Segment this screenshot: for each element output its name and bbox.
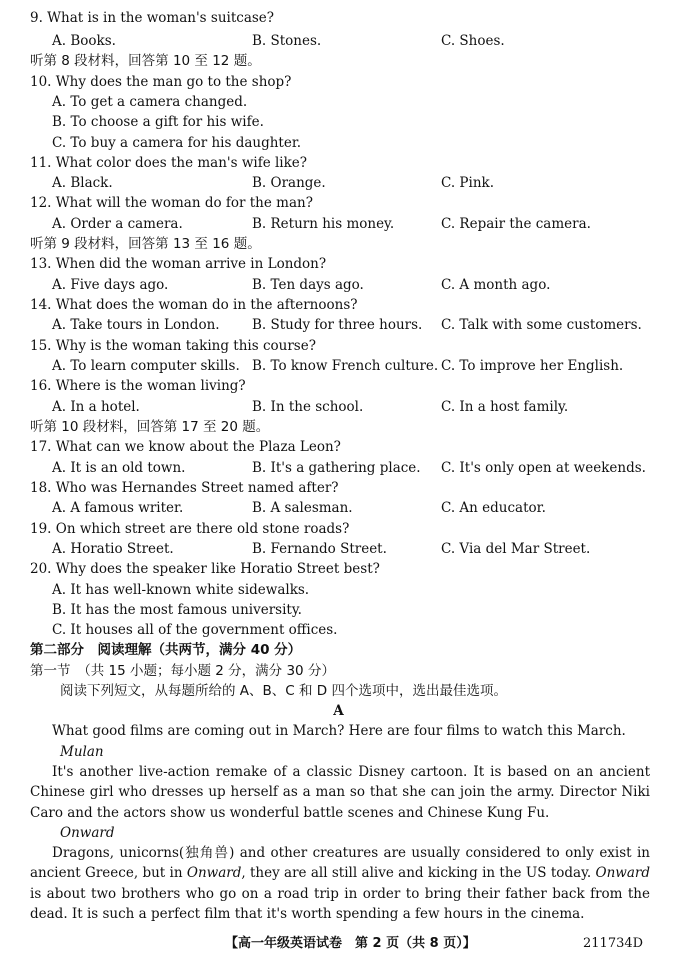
text-segment: Dragons, unicorns(独角兽) and other creatures are usually considered to only exist in ancient Greece, but in — [30, 845, 650, 882]
option-a: A. Five days ago. — [52, 277, 169, 293]
option-c: C. It's only open at weekends. — [441, 460, 646, 476]
option-a: A. Take tours in London. — [52, 317, 220, 333]
option-c: C. It houses all of the government offices. — [52, 622, 338, 638]
option-a: A. It is an old town. — [52, 460, 186, 476]
passage-intro: What good films are coming out in March? Here are four films to watch this March. — [52, 723, 626, 739]
option-c: C. Repair the camera. — [441, 216, 591, 232]
option-b: B. A salesman. — [252, 500, 353, 516]
film-description-onward — [30, 843, 650, 924]
question-11: 11. What color does the man's wife like? — [30, 155, 308, 171]
option-a: A. Black. — [52, 175, 113, 191]
option-a: A. Horatio Street. — [52, 541, 174, 557]
option-c: C. Via del Mar Street. — [441, 541, 591, 557]
section-heading: 第二部分 阅读理解（共两节，满分 40 分） — [30, 642, 302, 658]
film-title-onward: Onward — [60, 825, 115, 841]
question-13: 13. When did the woman arrive in London? — [30, 256, 327, 272]
option-b: B. Return his money. — [252, 216, 395, 232]
option-b: B. Study for three hours. — [252, 317, 423, 333]
question-15: 15. Why is the woman taking this course? — [30, 338, 316, 354]
text-segment: , they are all still alive and kicking in the US today. — [241, 865, 596, 882]
option-a: A. In a hotel. — [52, 399, 140, 415]
reading-directions: 阅读下列短文，从每题所给的 A、B、C 和 D 四个选项中，选出最佳选项。 — [60, 683, 507, 699]
instruction-part10: 听第 10 段材料，回答第 17 至 20 题。 — [30, 419, 270, 435]
option-c: C. In a host family. — [441, 399, 569, 415]
option-a: A. To get a camera changed. — [52, 94, 248, 110]
question-10: 10. Why does the man go to the shop? — [30, 74, 292, 90]
passage-label: A — [333, 703, 344, 719]
option-a: A. To learn computer skills. — [52, 358, 240, 374]
question-12: 12. What will the woman do for the man? — [30, 195, 313, 211]
option-c: C. An educator. — [441, 500, 546, 516]
option-c: C. A month ago. — [441, 277, 551, 293]
option-a: A. A famous writer. — [52, 500, 184, 516]
question-18: 18. Who was Hernandes Street named after? — [30, 480, 339, 496]
option-c: C. Talk with some customers. — [441, 317, 642, 333]
page-footer: 【高一年级英语试卷 第 2 页（共 8 页）】 — [225, 936, 476, 951]
option-b: B. In the school. — [252, 399, 364, 415]
option-b: B. Stones. — [252, 33, 322, 49]
film-name-inline: Onward — [595, 865, 650, 882]
text-segment: is about two brothers who go on a road trip in order to bring their father back from the dead. It is such a perfect film that it's worth spending a few hours in the cinema. — [30, 885, 650, 922]
question-17: 17. What can we know about the Plaza Leon? — [30, 439, 341, 455]
film-description-mulan: It's another live-action remake of a classic Disney cartoon. It is based on an ancient Chinese girl who dresses up herself as a man so that she can join the army. Director Niki Caro and the actors show us wonderful battle scenes and Chinese Kung Fu. — [30, 764, 650, 821]
option-a: A. Order a camera. — [52, 216, 183, 232]
instruction-part9: 听第 9 段材料，回答第 13 至 16 题。 — [30, 236, 261, 252]
option-b: B. Ten days ago. — [252, 277, 364, 293]
film-title-mulan: Mulan — [60, 744, 104, 760]
section-subheading: 第一节 （共 15 小题；每小题 2 分，满分 30 分） — [30, 663, 335, 679]
option-c: C. Pink. — [441, 175, 494, 191]
option-c: C. To improve her English. — [441, 358, 624, 374]
option-b: B. It's a gathering place. — [252, 460, 421, 476]
film-name-inline: Onward — [186, 865, 242, 882]
option-b: B. To know French culture. — [252, 358, 439, 374]
option-b: B. Fernando Street. — [252, 541, 387, 557]
option-b: B. Orange. — [252, 175, 326, 191]
instruction-part8: 听第 8 段材料，回答第 10 至 12 题。 — [30, 53, 261, 69]
question-16: 16. Where is the woman living? — [30, 378, 246, 394]
option-b: B. To choose a gift for his wife. — [52, 114, 264, 130]
option-c: C. To buy a camera for his daughter. — [52, 135, 302, 151]
question-14: 14. What does the woman do in the afternoons? — [30, 297, 358, 313]
question-20: 20. Why does the speaker like Horatio Street best? — [30, 561, 380, 577]
option-a: A. Books. — [52, 33, 116, 49]
question-9: 9. What is in the woman's suitcase? — [30, 10, 275, 26]
exam-code: 211734D — [583, 936, 644, 951]
question-19: 19. On which street are there old stone roads? — [30, 521, 350, 537]
option-b: B. It has the most famous university. — [52, 602, 302, 618]
option-a: A. It has well-known white sidewalks. — [52, 582, 310, 598]
option-c: C. Shoes. — [441, 33, 505, 49]
